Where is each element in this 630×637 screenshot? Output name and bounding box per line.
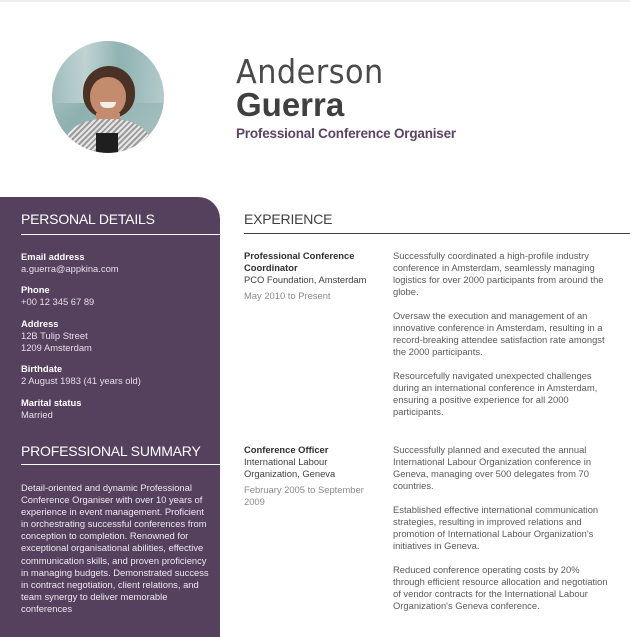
- sidebar: [0, 197, 220, 637]
- first-name: Anderson: [236, 52, 384, 91]
- job-achievements: [393, 444, 613, 624]
- field-phone: [21, 284, 211, 308]
- job-meta: [244, 444, 376, 508]
- top-border: [0, 0, 630, 2]
- marital-status-value: Married: [21, 409, 53, 420]
- photo-top: [96, 133, 118, 153]
- profile-photo: [52, 41, 164, 153]
- birthdate-value: 2 August 1983 (41 years old): [21, 375, 141, 386]
- job-dates: May 2010 to Present: [244, 290, 331, 301]
- field-email: [21, 251, 211, 275]
- address-line-1: 12B Tulip Street: [21, 330, 88, 341]
- field-address: [21, 318, 211, 354]
- professional-summary-text: Detail-oriented and dynamic Professional Conference Organiser with over 10 years of experience in event management. Proficient in orchestrating successful conferences from conception to completion. Renowned for exceptional organisational abilities, effective communication skills, and proven proficiency in managing budgets. Demonstrated success in contract negotiation, client relations, and team synergy to deliver memorable conferences: [21, 482, 209, 614]
- field-label: Email address: [21, 251, 85, 262]
- job-dates: February 2005 to September 2009: [244, 484, 364, 507]
- last-name: Guerra: [236, 86, 345, 123]
- achievement-item: Oversaw the execution and management of an innovative conference in Amsterdam, resulting in a record-breaking attendee satisfaction rate amongst the 2000 participants.: [393, 310, 605, 357]
- personal-details-divider: [21, 234, 220, 235]
- job-meta: [244, 250, 376, 302]
- achievement-item: Successfully coordinated a high-profile industry conference in Amsterdam, seamlessly managing logistics for over 2000 participants from around the globe.: [393, 250, 604, 297]
- field-label: Address: [21, 318, 59, 329]
- field-birthdate: [21, 363, 211, 387]
- job-organization: International Labour Organization, Geneva: [244, 456, 336, 479]
- experience-divider: [244, 233, 630, 234]
- experience-heading: EXPERIENCE: [244, 211, 333, 227]
- field-label: Marital status: [21, 397, 82, 408]
- photo-face: [90, 77, 126, 117]
- professional-summary-divider: [21, 464, 220, 465]
- email-value[interactable]: a.guerra@appkina.com: [21, 263, 119, 274]
- phone-value: +00 12 345 67 89: [21, 296, 95, 307]
- professional-summary-heading: PROFESSIONAL SUMMARY: [21, 443, 201, 459]
- field-label: Birthdate: [21, 363, 63, 374]
- personal-details-heading: PERSONAL DETAILS: [21, 211, 155, 227]
- achievement-item: Successfully planned and executed the annual International Labour Organization conference in Geneva, managing over 500 delegates from 70 countries.: [393, 444, 592, 491]
- job-organization: PCO Foundation, Amsterdam: [244, 274, 367, 285]
- achievement-item: Reduced conference operating costs by 20% through efficient resource allocation and negotiation of vendor contracts for the International Labour Organization's Geneva conference.: [393, 564, 608, 611]
- achievement-item: Established effective international communication strategies, resulting in improved relations and promotion of International Labour Organization's initiatives in Geneva.: [393, 504, 599, 551]
- address-line-2: 1209 Amsterdam: [21, 342, 92, 353]
- achievement-item: Resourcefully navigated unexpected challenges during an international conference in Amsterdam, ensuring a positive experience for all 2000 participants.: [393, 370, 598, 417]
- job-role: Conference Officer: [244, 444, 329, 455]
- job-role: Professional Conference Coordinator: [244, 250, 355, 273]
- job-achievements: [393, 250, 613, 430]
- field-label: Phone: [21, 284, 50, 295]
- field-marital-status: [21, 397, 211, 421]
- job-title: Professional Conference Organiser: [236, 126, 456, 141]
